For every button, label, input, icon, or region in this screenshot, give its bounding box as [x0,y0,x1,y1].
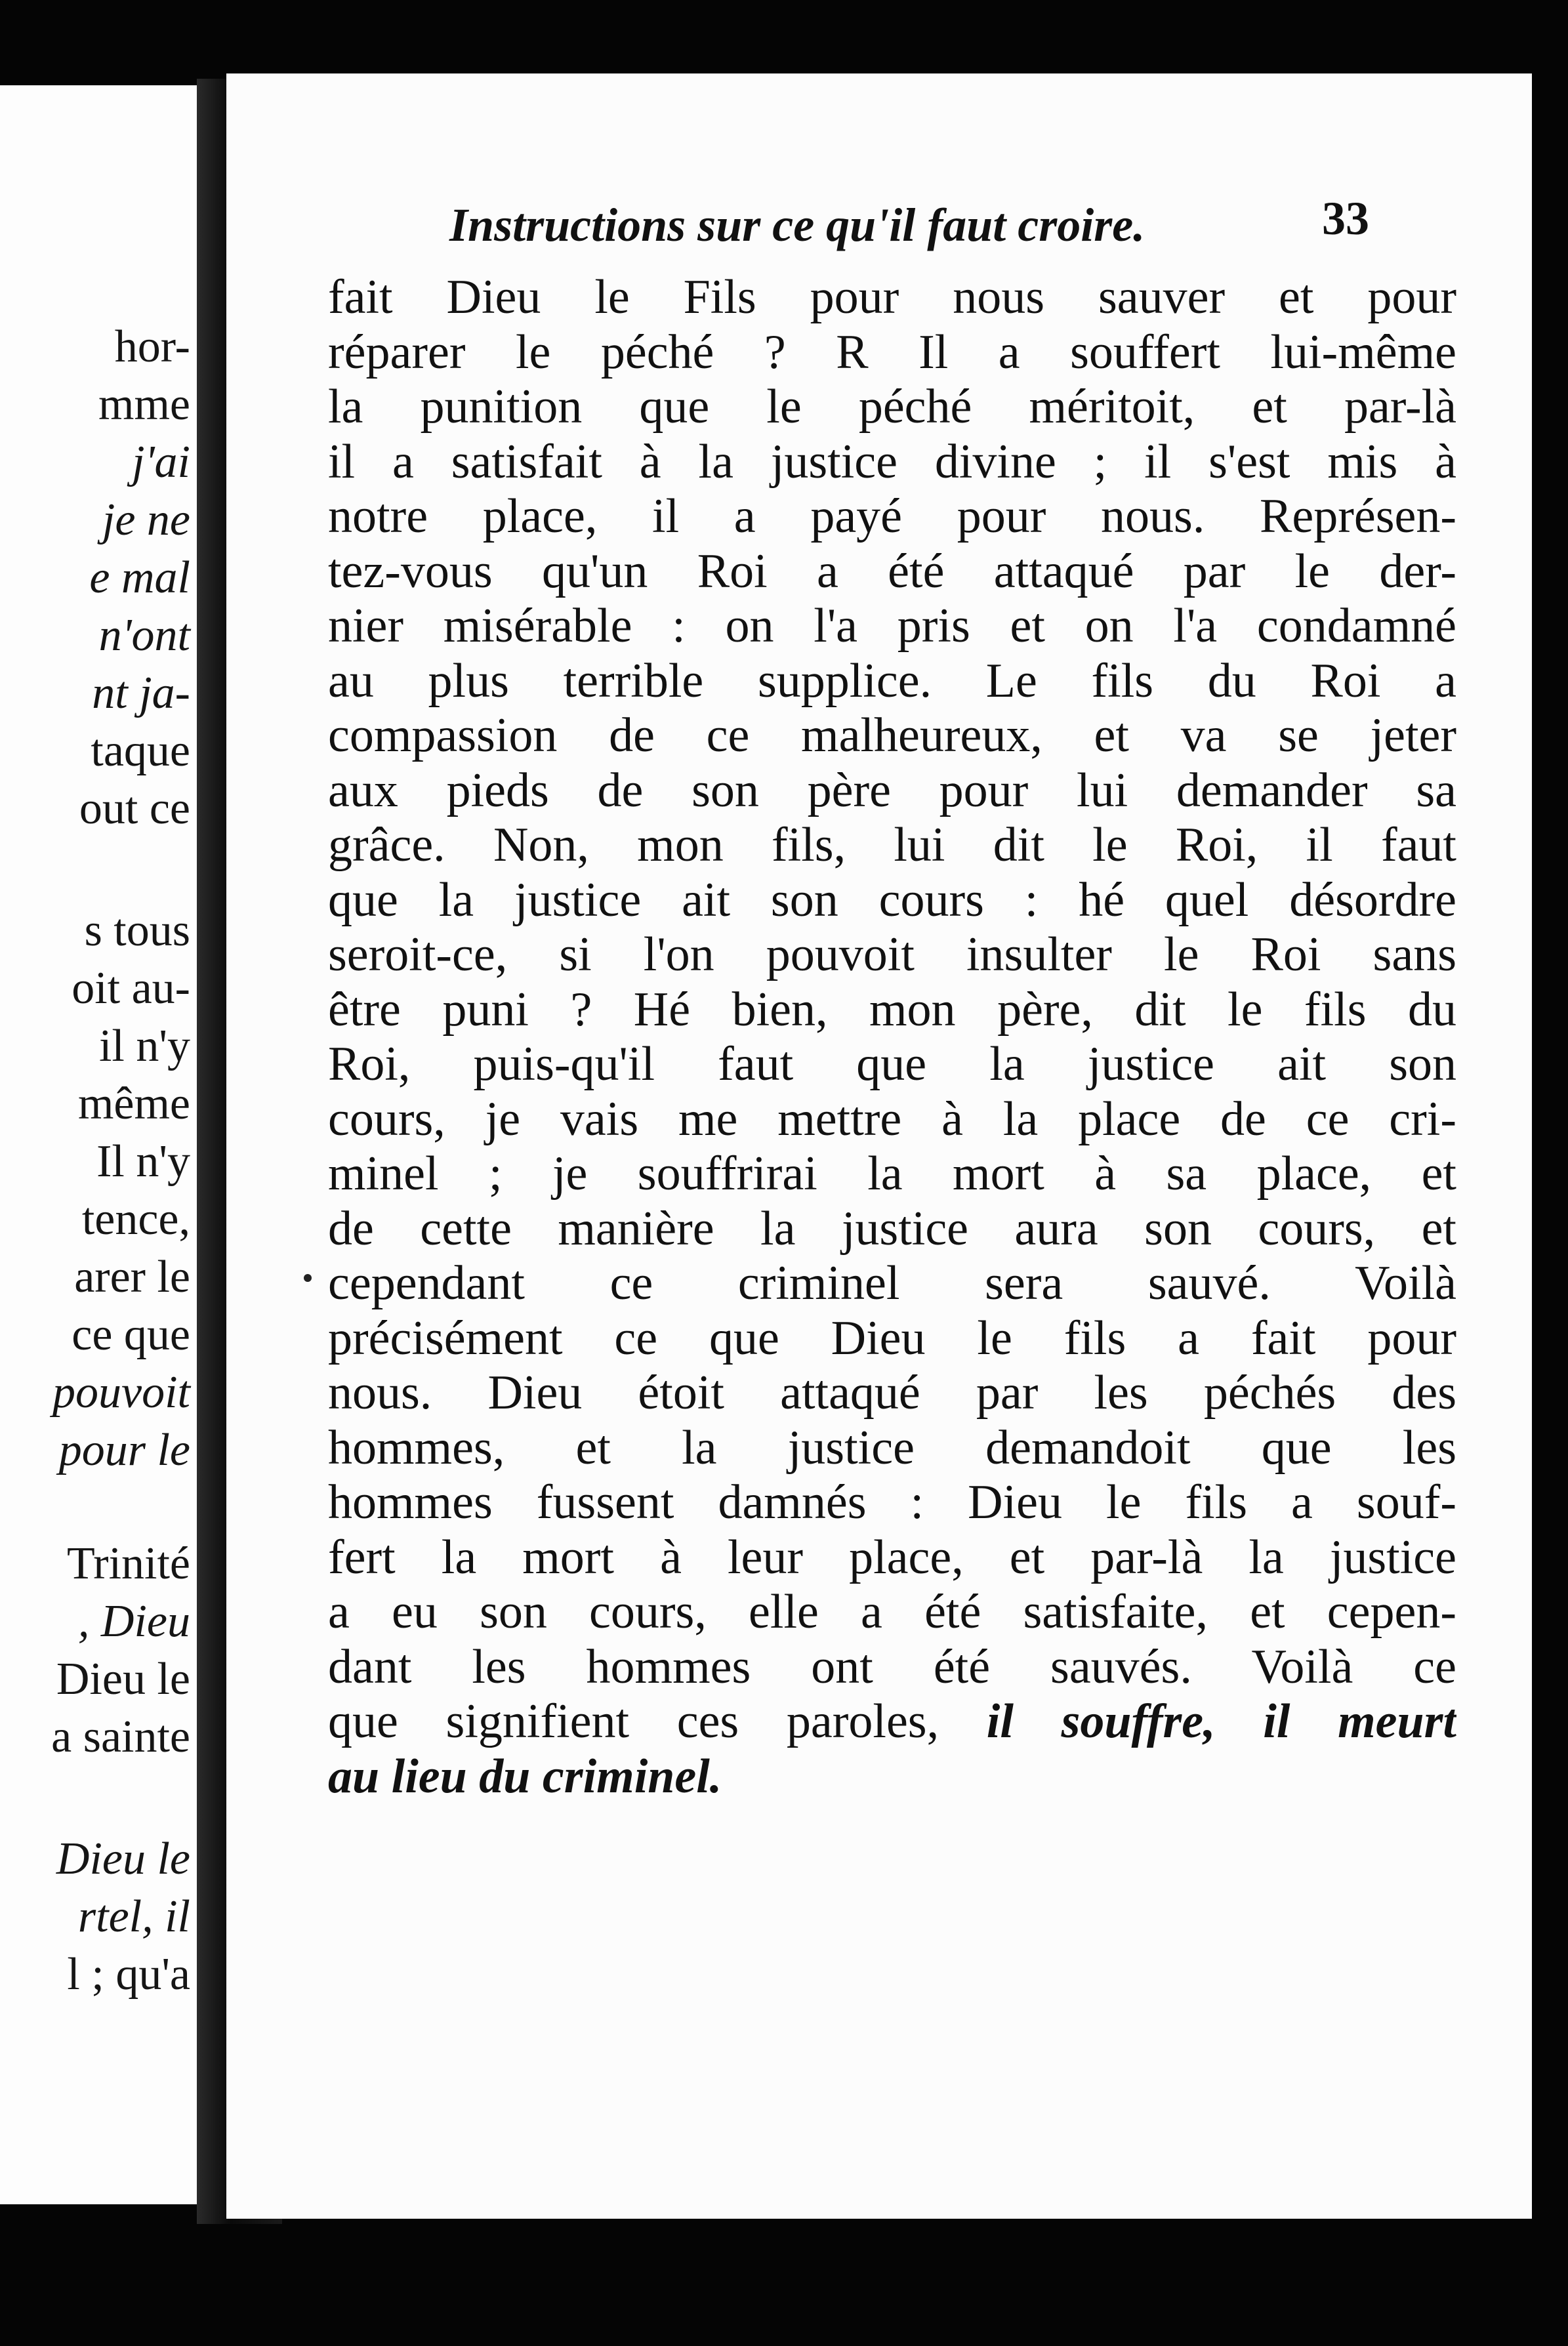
text-line: compassion de ce malheureux, et va se jeter [328,709,1456,762]
margin-ink-dot [304,1274,312,1282]
left-text-line: l ; qu'a [67,1949,190,2000]
left-text-line: , Dieu [77,1596,190,1647]
text-line: nous. Dieu étoit attaqué par les péchés des [328,1366,1456,1420]
text-line-plain: que signifient ces paroles, [328,1695,939,1748]
left-text-line: hor- [114,321,190,372]
left-text-block-2 [0,902,210,1479]
text-line: fert la mort à leur place, et par-là la justice [328,1530,1456,1584]
text-line: hommes, et la justice demandoit que les [328,1420,1456,1475]
text-line [328,1695,1456,1750]
left-text-line: Dieu le [56,1654,190,1704]
left-text-line: out ce [79,783,190,834]
left-text-line: a sainte [51,1712,190,1762]
left-text-line: rtel, il [77,1891,190,1942]
left-text-line: s tous [84,905,190,956]
right-page [226,73,1532,2219]
page-number: 33 [1322,192,1369,245]
text-line: précisément ce que Dieu le fils a fait pour [328,1311,1456,1365]
text-line: être puni ? Hé bien, mon père, dit le fils du [328,982,1456,1037]
text-line: réparer le péché ? R Il a souffert lui-même [328,325,1456,379]
text-line: notre place, il a payé pour nous. Représen- [328,489,1456,543]
text-line: il a satisfait à la justice divine ; il s'est mis à [328,434,1456,489]
text-line: grâce. Non, mon fils, lui dit le Roi, il faut [328,818,1456,872]
text-line: hommes fussent damnés : Dieu le fils a souf- [328,1475,1456,1529]
left-text-line: pour le [58,1425,190,1475]
text-line-italic: il souffre, il meurt [986,1695,1456,1748]
left-text-block-1 [0,318,210,838]
left-text-line: tence, [81,1194,190,1245]
left-text-line: pouvoit [52,1367,190,1418]
left-text-line: taque [91,726,190,776]
left-text-line: Il n'y [96,1136,190,1187]
left-text-line: il n'y [98,1021,190,1071]
text-line: la punition que le péché méritoit, et par-là [328,380,1456,434]
left-page-fragment [0,85,210,2204]
left-text-line: mme [98,379,190,430]
left-text-line: n'ont [98,610,190,661]
text-line: cours, je vais me mettre à la place de ce cri- [328,1092,1456,1146]
text-line: au plus terrible supplice. Le fils du Roi a [328,653,1456,708]
left-text-line: je ne [102,495,190,545]
left-text-block-4 [0,1830,210,2004]
text-line: Roi, puis-qu'il faut que la justice ait son [328,1037,1456,1091]
text-line: fait Dieu le Fils pour nous sauver et pour [328,270,1456,324]
text-line: seroit-ce, si l'on pouvoit insulter le Roi sans [328,928,1456,981]
text-line: minel ; je souffrirai la mort à sa place, et [328,1147,1456,1201]
left-text-block-3 [0,1535,210,1766]
left-text-line: nt ja- [92,668,190,718]
text-line: nier misérable : on l'a pris et on l'a condamné [328,599,1456,653]
text-line [328,1750,1456,1805]
text-line: aux pieds de son père pour lui demander sa [328,763,1456,817]
text-line: de cette manière la justice aura son cours, et [328,1201,1456,1256]
text-line-italic: au lieu du criminel. [328,1749,722,1803]
text-line: que la justice ait son cours : hé quel désordre [328,873,1456,927]
text-line: tez-vous qu'un Roi a été attaqué par le der- [328,544,1456,598]
left-text-line: Trinité [66,1538,190,1589]
left-text-line: arer le [74,1252,190,1302]
left-text-line: j'ai [132,437,190,487]
page-header [226,192,1532,264]
left-text-line: ce que [72,1309,190,1360]
left-text-line: Dieu le [56,1834,190,1884]
text-line: cependant ce criminel sera sauvé. Voilà [328,1256,1456,1310]
body-text [328,270,1456,1804]
left-text-line: e mal [89,552,190,603]
text-line: a eu son cours, elle a été satisfaite, et cepen- [328,1585,1456,1639]
text-line: dant les hommes ont été sauvés. Voilà ce [328,1639,1456,1694]
left-text-line: même [77,1079,190,1129]
left-text-line: oit au- [72,963,190,1014]
running-title: Instructions sur ce qu'il faut croire. [449,199,1145,251]
